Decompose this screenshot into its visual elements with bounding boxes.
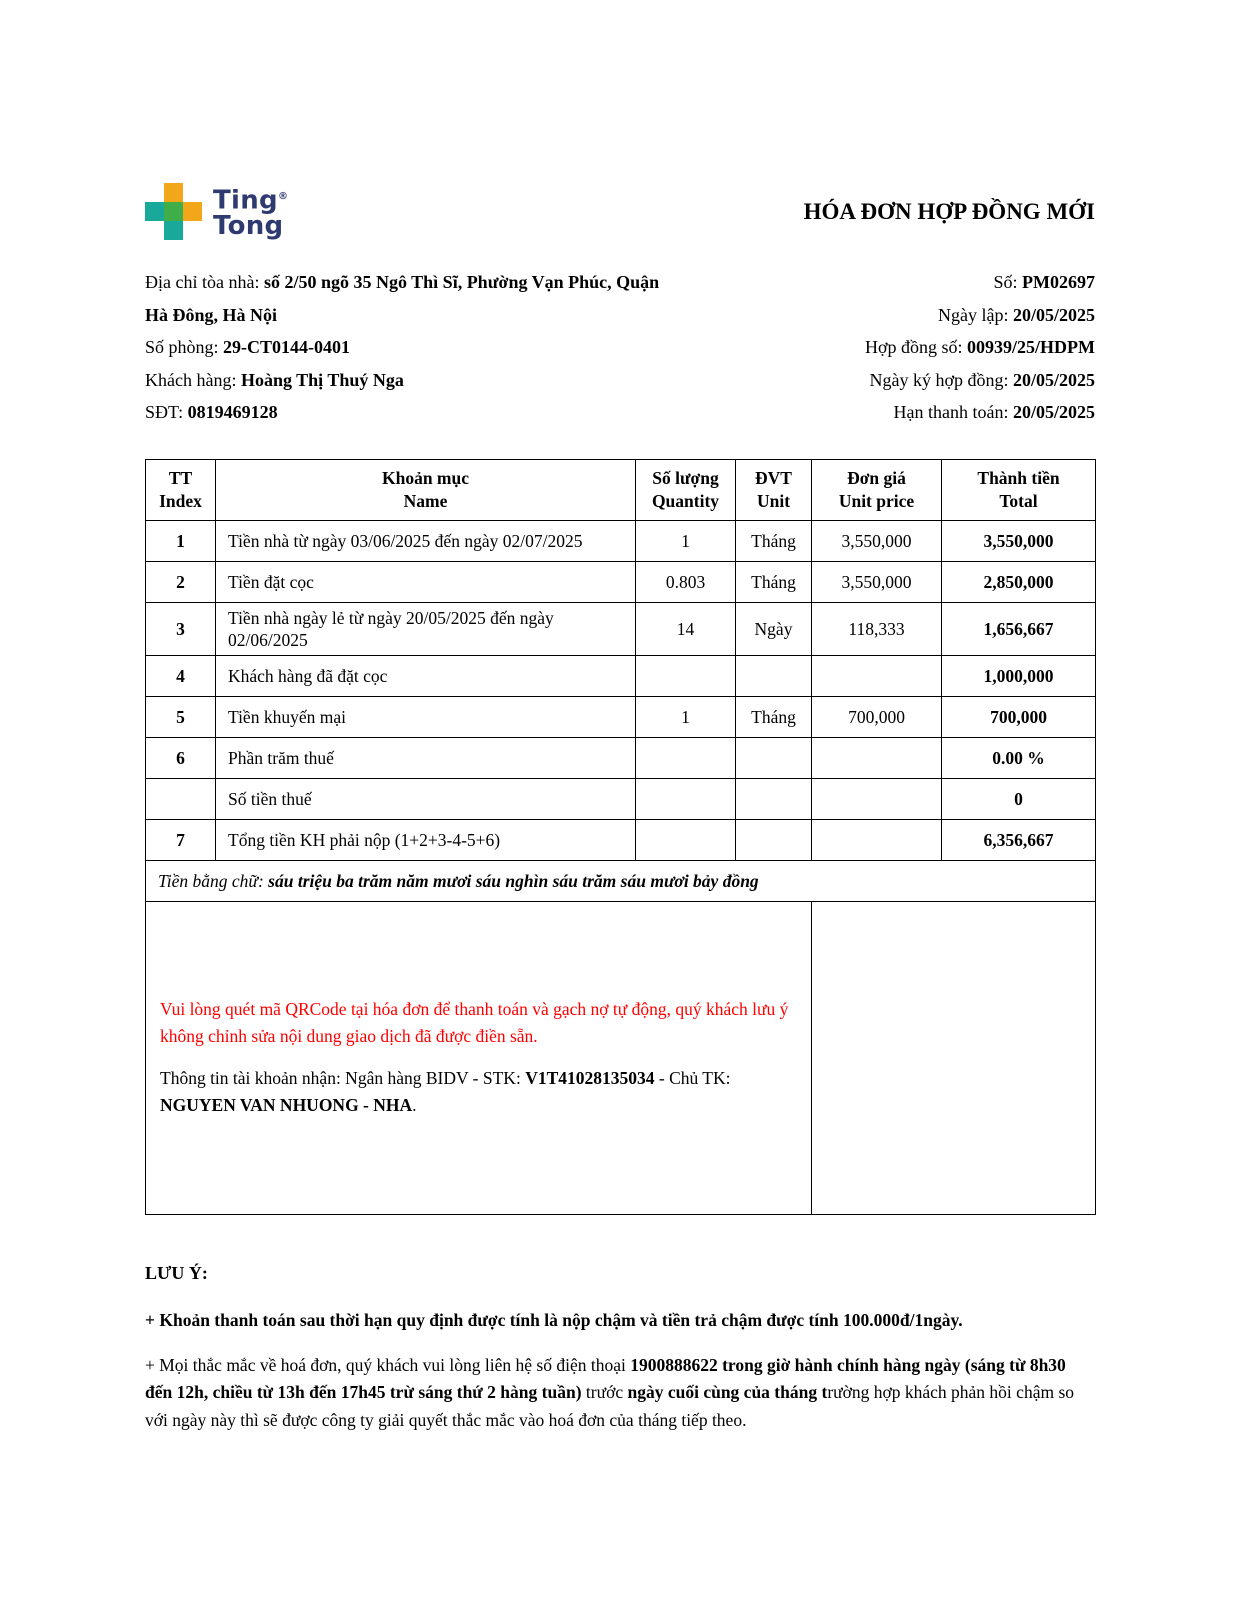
qr-payment-note: Vui lòng quét mã QRCode tại hóa đơn để thanh toán và gạch nợ tự động, quý khách lưu ý không chỉnh sửa nội dung giao dịch đã được điền sẵn. <box>160 999 789 1046</box>
cell-name: Tiền khuyến mại <box>216 696 636 737</box>
account-holder: NGUYEN VAN NHUONG - NHA <box>160 1095 413 1115</box>
logo-square-top <box>164 183 183 202</box>
payment-due-label: Hạn thanh toán: <box>893 402 1013 422</box>
account-info <box>160 1065 797 1119</box>
payment-due-line <box>865 396 1095 429</box>
invoice-number-line <box>865 266 1095 299</box>
meta-left-column <box>145 266 680 429</box>
payment-info-cell <box>146 901 812 1214</box>
meta-section <box>145 266 1095 429</box>
note-contact-deadline: ngày cuối cùng của tháng t <box>627 1382 828 1402</box>
invoice-number-value: PM02697 <box>1022 272 1095 292</box>
cell-unit <box>736 737 812 778</box>
cell-index: 5 <box>146 696 216 737</box>
cell-unit: Tháng <box>736 561 812 602</box>
logo-square-left <box>145 202 164 221</box>
account-suffix: . <box>412 1095 417 1115</box>
invoice-number-label: Số: <box>993 272 1023 292</box>
table-row <box>146 561 1096 602</box>
table-row <box>146 696 1096 737</box>
cell-total: 700,000 <box>942 696 1096 737</box>
cell-index: 3 <box>146 602 216 655</box>
brand-logo <box>145 183 288 240</box>
page-title: HÓA ĐƠN HỢP ĐỒNG MỚI <box>803 199 1095 224</box>
payment-due-value: 20/05/2025 <box>1012 402 1095 422</box>
cell-total: 6,356,667 <box>942 819 1096 860</box>
header-cell-total: Thành tiền Total <box>942 459 1096 520</box>
cell-name: Phần trăm thuế <box>216 737 636 778</box>
contract-sign-date-line <box>865 364 1095 397</box>
notes-section <box>145 1263 1095 1435</box>
note-contact-part1: + Mọi thắc mắc về hoá đơn, quý khách vui lòng liên hệ số điện thoại <box>145 1354 631 1375</box>
account-prefix: Thông tin tài khoản nhận: Ngân hàng BIDV - STK: <box>160 1068 526 1088</box>
cell-total: 2,850,000 <box>942 561 1096 602</box>
cell-quantity <box>636 778 736 819</box>
contract-sign-date-value: 20/05/2025 <box>1012 369 1095 390</box>
notes-heading: LƯU Ý: <box>145 1262 208 1283</box>
cell-name: Tổng tiền KH phải nộp (1+2+3-4-5+6) <box>216 819 636 860</box>
payment-row <box>146 901 1096 1214</box>
note-contact-part3: trước <box>581 1382 628 1402</box>
cell-name: Số tiền thuế <box>216 778 636 819</box>
cell-unit-price <box>812 778 942 819</box>
cell-index <box>146 778 216 819</box>
header-cell-quantity: Số lượng Quantity <box>636 459 736 520</box>
note-late-payment: + Khoản thanh toán sau thời hạn quy định được tính là nộp chậm và tiền trả chậm được tính 100.000đ/1ngày. <box>145 1309 963 1330</box>
customer-label: Khách hàng: <box>145 369 241 390</box>
brand-name-line2: Tong <box>213 210 284 241</box>
amount-in-words-label: Tiền bằng chữ: <box>158 870 269 891</box>
table-row <box>146 778 1096 819</box>
logo-square-bottom <box>164 221 183 240</box>
cell-name: Tiền nhà từ ngày 03/06/2025 đến ngày 02/07/2025 <box>216 520 636 561</box>
table-row <box>146 819 1096 860</box>
logo-square-right <box>183 202 202 221</box>
cell-index: 4 <box>146 655 216 696</box>
account-mid: - Chủ TK: <box>654 1068 731 1088</box>
phone-line <box>145 396 680 429</box>
cell-name: Khách hàng đã đặt cọc <box>216 655 636 696</box>
tingtong-logo-icon <box>145 183 202 240</box>
table-row <box>146 737 1096 778</box>
qr-code-area <box>812 901 1096 1214</box>
cell-total: 3,550,000 <box>942 520 1096 561</box>
amount-in-words-cell <box>146 860 1096 901</box>
amount-in-words-value: sáu triệu ba trăm năm mươi sáu nghìn sáu trăm sáu mươi bảy đồng <box>268 870 759 891</box>
header-row <box>145 183 1095 240</box>
issue-date-label: Ngày lập: <box>938 304 1013 325</box>
table-row <box>146 655 1096 696</box>
cell-unit <box>736 655 812 696</box>
note-contact-part5: rường hợp khách phản hồi chậm so với ngày này thì sẽ được công ty giải quyết thắc mắc vào hoá đơn của tháng tiếp theo. <box>145 1382 1075 1430</box>
header-cell-unit-price: Đơn giá Unit price <box>812 459 942 520</box>
note-contact <box>145 1352 1095 1435</box>
customer-line <box>145 364 680 397</box>
contract-number-line <box>865 331 1095 364</box>
header-cell-name: Khoản mục Name <box>216 459 636 520</box>
table-row <box>146 602 1096 655</box>
cell-index: 2 <box>146 561 216 602</box>
meta-right-column <box>865 266 1095 429</box>
cell-quantity <box>636 819 736 860</box>
cell-name: Tiền đặt cọc <box>216 561 636 602</box>
cell-index: 6 <box>146 737 216 778</box>
cell-unit <box>736 819 812 860</box>
cell-index: 7 <box>146 819 216 860</box>
brand-name-line1: Ting <box>213 185 278 216</box>
room-label: Số phòng: <box>145 337 224 357</box>
cell-index: 1 <box>146 520 216 561</box>
header-cell-unit: ĐVT Unit <box>736 459 812 520</box>
cell-unit-price: 3,550,000 <box>812 561 942 602</box>
room-number-line <box>145 331 680 364</box>
cell-total: 1,000,000 <box>942 655 1096 696</box>
cell-total: 0 <box>942 778 1096 819</box>
registered-mark: ® <box>277 191 289 203</box>
account-number: V1T41028135034 <box>525 1068 655 1088</box>
address-label: Địa chỉ tòa nhà: <box>145 272 264 292</box>
room-value: 29-CT0144-0401 <box>223 337 351 357</box>
cell-quantity <box>636 655 736 696</box>
cell-unit-price <box>812 655 942 696</box>
cell-unit-price <box>812 819 942 860</box>
table-row <box>146 520 1096 561</box>
table-header-row <box>146 459 1096 520</box>
cell-unit-price: 700,000 <box>812 696 942 737</box>
logo-square-center <box>164 202 183 221</box>
note-contact-hotline: 1900888622 trong giờ hành chính hàng ngày (sáng từ 8h30 đến 12h, chiều từ 13h đến 17h45 trừ sáng thứ 2 hàng tuần) <box>145 1354 1066 1402</box>
cell-unit: Tháng <box>736 696 812 737</box>
cell-quantity: 1 <box>636 520 736 561</box>
cell-unit-price: 3,550,000 <box>812 520 942 561</box>
cell-quantity <box>636 737 736 778</box>
phone-value: 0819469128 <box>187 402 278 422</box>
building-address-line <box>145 266 680 331</box>
header-cell-index: TT Index <box>146 459 216 520</box>
contract-sign-date-label: Ngày ký hợp đồng: <box>869 369 1013 390</box>
issue-date-value: 20/05/2025 <box>1012 304 1095 325</box>
cell-quantity: 14 <box>636 602 736 655</box>
cell-unit-price <box>812 737 942 778</box>
phone-label: SĐT: <box>145 402 188 422</box>
contract-number-label: Hợp đồng số: <box>864 337 967 357</box>
customer-value: Hoàng Thị Thuý Nga <box>240 369 404 390</box>
cell-total: 1,656,667 <box>942 602 1096 655</box>
cell-unit: Ngày <box>736 602 812 655</box>
address-value: số 2/50 ngõ 35 Ngô Thì Sĩ, Phường Vạn Phúc, Quận Hà Đông, Hà Nội <box>145 272 660 325</box>
cell-unit <box>736 778 812 819</box>
amount-in-words-row <box>146 860 1096 901</box>
brand-name <box>213 184 288 239</box>
items-table <box>145 459 1096 1215</box>
cell-total: 0.00 % <box>942 737 1096 778</box>
cell-unit-price: 118,333 <box>812 602 942 655</box>
issue-date-line <box>865 299 1095 332</box>
cell-unit: Tháng <box>736 520 812 561</box>
cell-quantity: 1 <box>636 696 736 737</box>
cell-quantity: 0.803 <box>636 561 736 602</box>
contract-number-value: 00939/25/HDPM <box>967 337 1095 357</box>
cell-name: Tiền nhà ngày lẻ từ ngày 20/05/2025 đến ngày 02/06/2025 <box>216 602 636 655</box>
